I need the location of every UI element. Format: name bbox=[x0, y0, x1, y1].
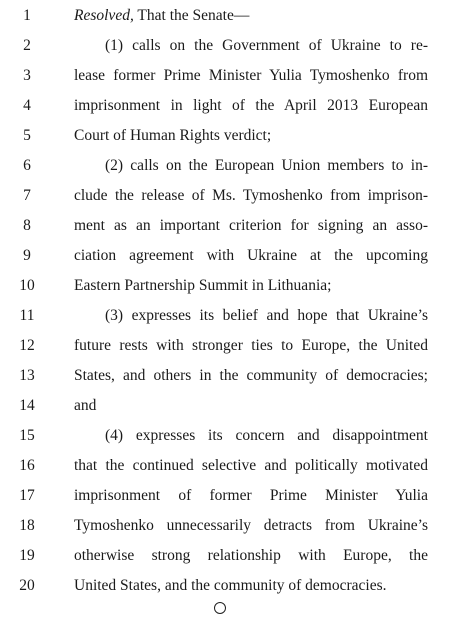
line-number: 19 bbox=[19, 547, 35, 564]
line-text: and bbox=[74, 397, 97, 414]
line-text bbox=[74, 6, 428, 26]
document-line bbox=[0, 486, 460, 516]
line-text: (4) expresses its concern and disappointment bbox=[105, 427, 428, 444]
line-text: lease former Prime Minister Yulia Tymoshenko from bbox=[74, 67, 428, 84]
end-of-document-mark bbox=[214, 602, 226, 614]
line-number: 20 bbox=[19, 577, 35, 594]
line-number: 16 bbox=[19, 457, 35, 474]
document-line bbox=[0, 336, 460, 366]
document-line bbox=[0, 156, 460, 186]
line-number: 8 bbox=[23, 217, 31, 234]
line-text: clude the release of Ms. Tymoshenko from imprison- bbox=[74, 187, 428, 204]
line-number: 18 bbox=[19, 517, 35, 534]
line-number: 15 bbox=[19, 427, 35, 444]
document-line bbox=[0, 396, 460, 426]
line-text: imprisonment of former Prime Minister Yulia bbox=[74, 487, 428, 504]
line-number: 14 bbox=[19, 397, 35, 414]
line-text: ment as an important criterion for signing an asso- bbox=[74, 217, 428, 234]
resolved-clause: Resolved, bbox=[74, 7, 134, 24]
document-line bbox=[0, 516, 460, 546]
line-text: that the continued selective and politically motivated bbox=[74, 457, 428, 474]
line-text: imprisonment in light of the April 2013 European bbox=[74, 97, 428, 114]
line-text: Tymoshenko unnecessarily detracts from Ukraine’s bbox=[74, 517, 428, 534]
document-line bbox=[0, 546, 460, 576]
line-number: 12 bbox=[19, 337, 35, 354]
document-line bbox=[0, 186, 460, 216]
document-line bbox=[0, 36, 460, 66]
document-line bbox=[0, 246, 460, 276]
document-line bbox=[0, 576, 460, 606]
document-line bbox=[0, 276, 460, 306]
line-number: 4 bbox=[23, 97, 31, 114]
line-text: Court of Human Rights verdict; bbox=[74, 127, 272, 144]
document-line bbox=[0, 426, 460, 456]
line-text: future rests with stronger ties to Europe, the United bbox=[74, 337, 428, 354]
line-text: (3) expresses its belief and hope that Ukraine’s bbox=[105, 307, 428, 324]
line-text: States, and others in the community of democracies; bbox=[74, 367, 428, 384]
document-line bbox=[0, 6, 460, 36]
line-number: 2 bbox=[23, 37, 31, 54]
line-text: Eastern Partnership Summit in Lithuania; bbox=[74, 277, 332, 294]
line-number: 7 bbox=[23, 187, 31, 204]
line-text-rest: That the Senate— bbox=[133, 7, 250, 24]
line-number: 17 bbox=[19, 487, 35, 504]
document-line bbox=[0, 216, 460, 246]
line-number: 3 bbox=[23, 67, 31, 84]
document-line bbox=[0, 366, 460, 396]
line-text: (2) calls on the European Union members to in- bbox=[105, 157, 428, 174]
line-number: 10 bbox=[19, 277, 35, 294]
document-line bbox=[0, 96, 460, 126]
line-number: 5 bbox=[23, 127, 31, 144]
document-line bbox=[0, 126, 460, 156]
document-line bbox=[0, 456, 460, 486]
document-line bbox=[0, 66, 460, 96]
line-text: otherwise strong relationship with Europe, the bbox=[74, 547, 428, 564]
line-number: 1 bbox=[23, 7, 31, 24]
line-number: 13 bbox=[19, 367, 35, 384]
line-number: 6 bbox=[23, 157, 31, 174]
line-text: ciation agreement with Ukraine at the upcoming bbox=[74, 247, 428, 264]
line-text: (1) calls on the Government of Ukraine to re- bbox=[105, 37, 428, 54]
line-number: 9 bbox=[23, 247, 31, 264]
line-number: 11 bbox=[19, 307, 35, 324]
document-line bbox=[0, 306, 460, 336]
line-text: United States, and the community of democracies. bbox=[74, 577, 387, 594]
